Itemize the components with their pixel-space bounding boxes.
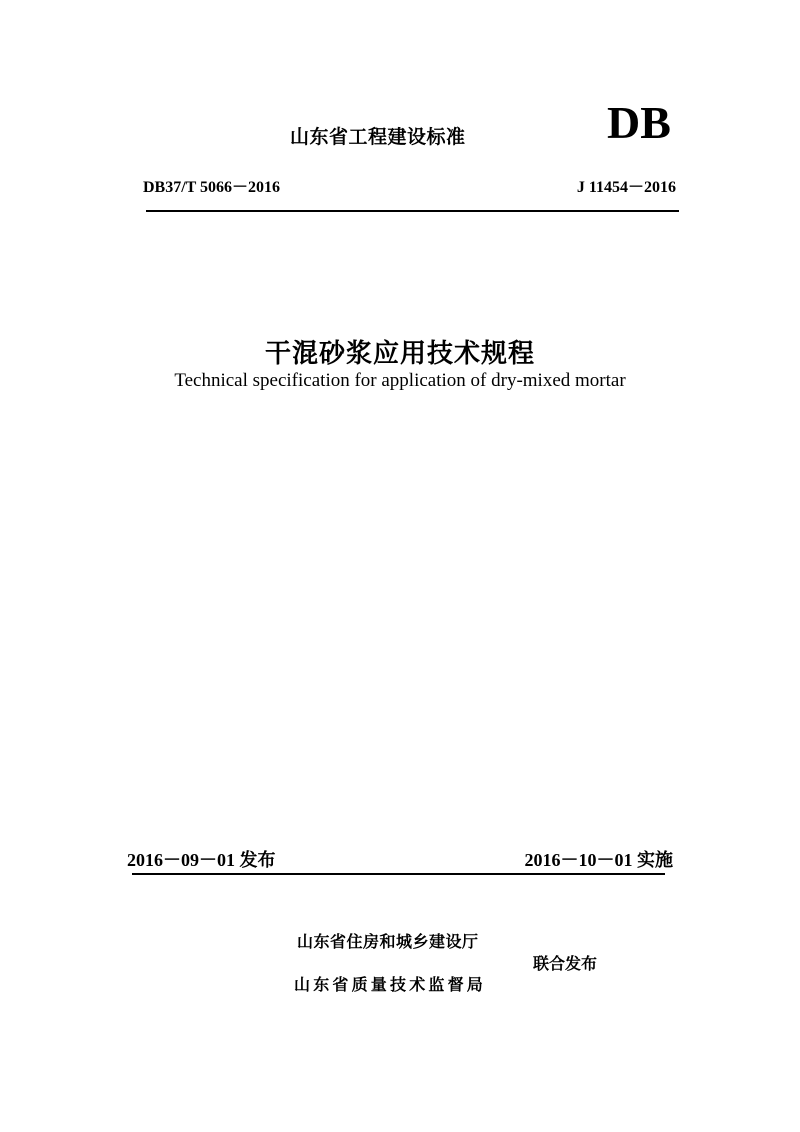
standard-code: DB37/T 5066－2016 (143, 179, 281, 196)
issuer-quality-bureau: 山东省质量技术监督局 (294, 975, 487, 994)
db-mark: DB (607, 97, 671, 148)
title-english: Technical specification for application of dry-mixed mortar (174, 370, 626, 391)
issuer-housing-department: 山东省住房和城乡建设厅 (297, 932, 479, 951)
title-chinese: 干混砂浆应用技术规程 (264, 339, 535, 369)
issue-date: 2016－09－01 发布 (127, 850, 276, 870)
bottom-divider (132, 873, 665, 875)
standard-class-label: 山东省工程建设标准 (290, 126, 466, 148)
joint-issue-label: 联合发布 (533, 954, 598, 973)
record-code: J 11454－2016 (576, 179, 676, 196)
top-divider (146, 210, 679, 212)
implementation-date: 2016－10－01 实施 (524, 850, 673, 870)
